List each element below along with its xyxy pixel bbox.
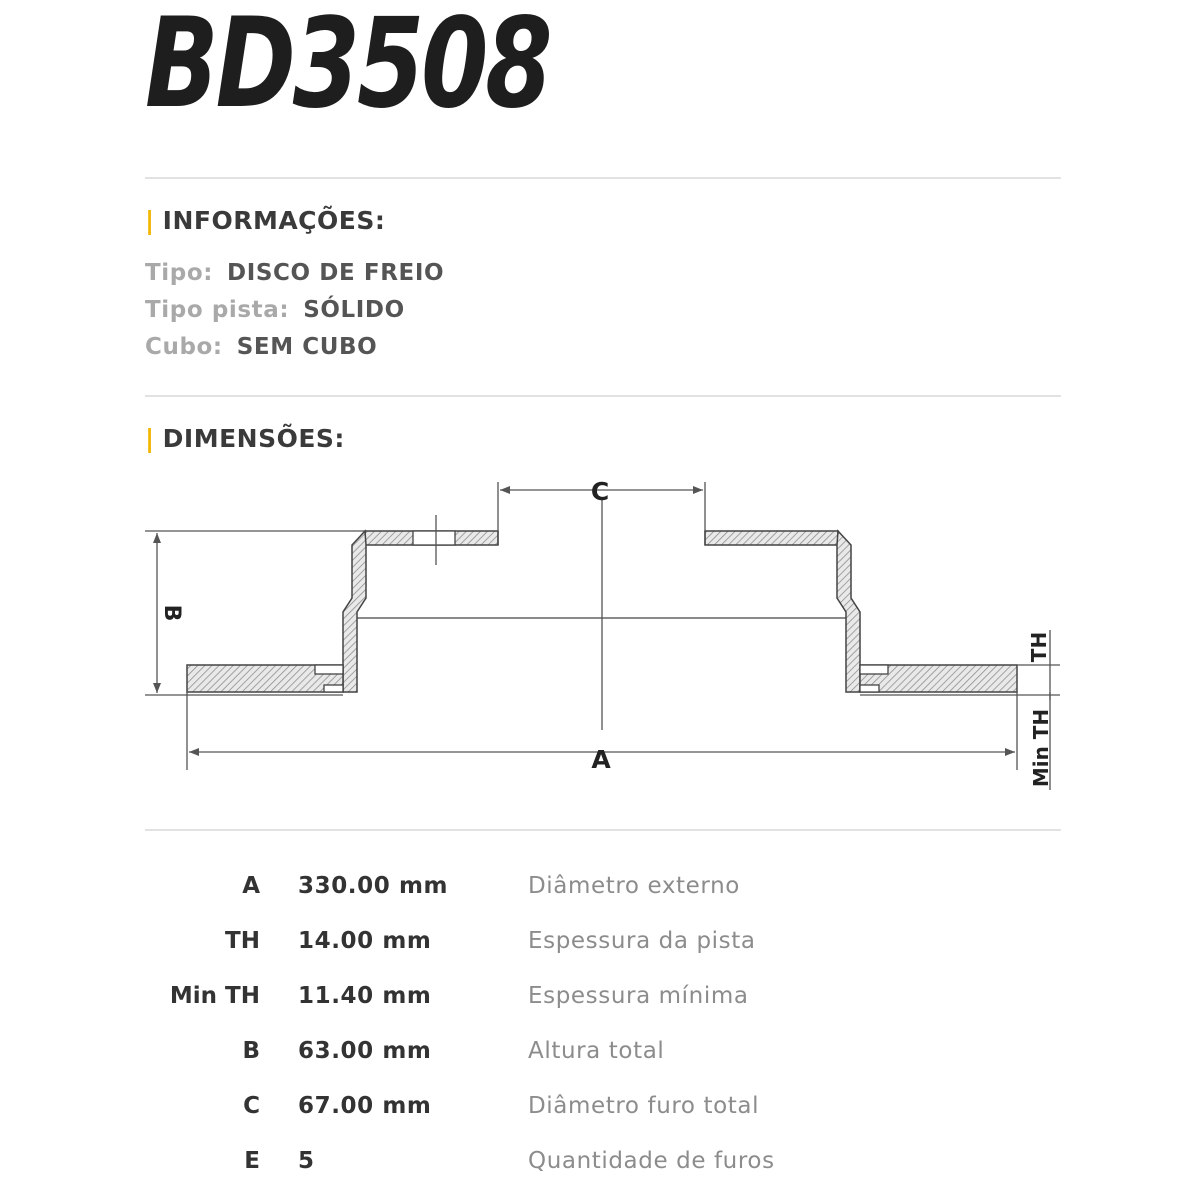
accent-bar: | (145, 424, 155, 453)
dimension-value: 63.00 mm (298, 1038, 432, 1064)
dimension-arrows (153, 486, 1015, 756)
info-label: Tipo pista: (145, 297, 290, 323)
dimension-value: 330.00 mm (298, 873, 449, 899)
accent-bar: | (145, 206, 155, 235)
dimension-description: Altura total (528, 1038, 665, 1064)
dimension-value: 67.00 mm (298, 1093, 432, 1119)
informacoes-heading-text: INFORMAÇÕES: (162, 206, 386, 235)
dimension-description: Quantidade de furos (528, 1148, 775, 1174)
dimension-lines (145, 482, 1060, 790)
info-value: DISCO DE FREIO (227, 260, 445, 286)
dimension-value: 11.40 mm (298, 983, 432, 1009)
dimension-row (0, 873, 1200, 913)
dimension-value: 5 (298, 1148, 315, 1174)
dimension-description: Espessura mínima (528, 983, 749, 1009)
diagram-label-min-th: Min TH (1029, 708, 1053, 788)
dimension-description: Espessura da pista (528, 928, 756, 954)
dimension-row (0, 1093, 1200, 1133)
diagram-label-a: A (591, 745, 611, 774)
dimension-key: TH (225, 928, 260, 954)
dimension-key: B (242, 1038, 260, 1064)
dimension-row (0, 1148, 1200, 1188)
diagram-label-b: B (159, 604, 184, 622)
dimension-key: Min TH (169, 983, 260, 1009)
info-label: Cubo: (145, 334, 223, 360)
dimension-row (0, 928, 1200, 968)
diagram-label-c: C (590, 477, 610, 506)
info-label: Tipo: (145, 260, 214, 286)
dimension-description: Diâmetro externo (528, 873, 740, 899)
diagram-label-th: TH (1027, 631, 1051, 663)
info-value: SÓLIDO (303, 297, 405, 323)
dimension-row (0, 1038, 1200, 1078)
dimension-key: C (243, 1093, 260, 1119)
divider-bottom (145, 829, 1061, 831)
dimension-key: A (242, 873, 260, 899)
dimension-row (0, 983, 1200, 1023)
info-value: SEM CUBO (236, 334, 378, 360)
product-code-title: BD3508 (145, 0, 550, 136)
dimension-description: Diâmetro furo total (528, 1093, 760, 1119)
dimension-value: 14.00 mm (298, 928, 432, 954)
dimensoes-heading-text: DIMENSÕES: (162, 424, 345, 453)
dimension-key: E (244, 1148, 260, 1174)
